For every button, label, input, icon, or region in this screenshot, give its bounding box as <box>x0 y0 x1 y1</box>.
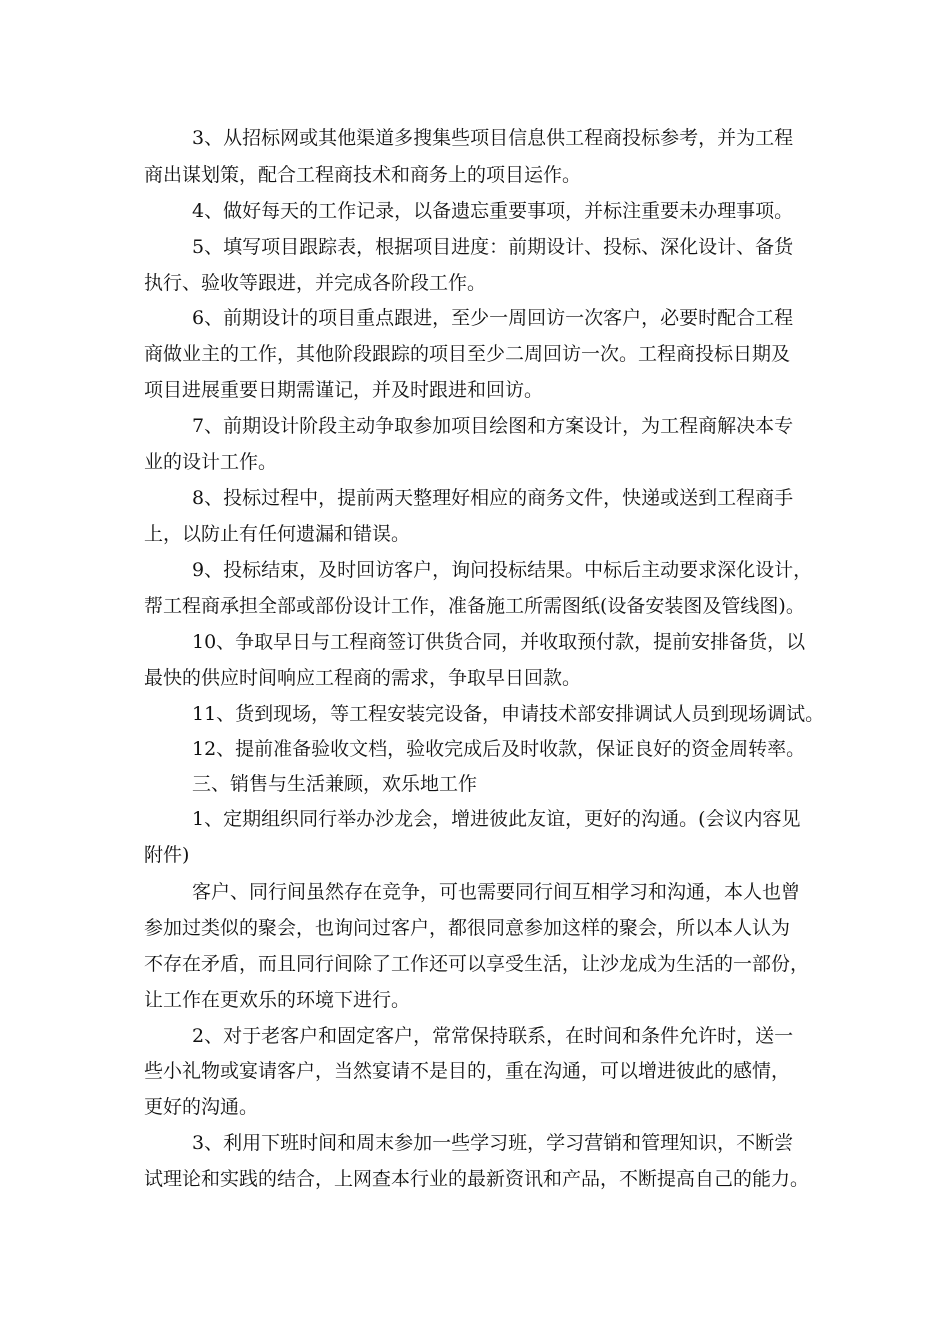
text-line: 10、争取早日与工程商签订供货合同，并收取预付款，提前安排备货，以 <box>192 631 806 653</box>
text-line: 项目进展重要日期需谨记，并及时跟进和回访。 <box>144 379 544 401</box>
text-line: 3、利用下班时间和周末参加一些学习班，学习营销和管理知识，不断尝 <box>192 1132 794 1154</box>
text-line: 2、对于老客户和固定客户，常常保持联系，在时间和条件允许时，送一 <box>192 1025 794 1047</box>
text-line: 商出谋划策，配合工程商技术和商务上的项目运作。 <box>144 164 582 186</box>
text-line: 6、前期设计的项目重点跟进，至少一周回访一次客户，必要时配合工程 <box>192 307 794 329</box>
text-line: 7、前期设计阶段主动争取参加项目绘图和方案设计，为工程商解决本专 <box>192 415 794 437</box>
text-line: 更好的沟通。 <box>144 1096 259 1118</box>
text-line: 不存在矛盾，而且同行间除了工作还可以享受生活，让沙龙成为生活的一部份， <box>144 953 810 975</box>
text-line: 1、定期组织同行举办沙龙会，增进彼此友谊，更好的沟通。(会议内容见 <box>192 808 801 830</box>
text-line: 帮工程商承担全部或部份设计工作，准备施工所需图纸(设备安装图及管线图)。 <box>144 595 805 617</box>
text-line: 11、货到现场，等工程安装完设备，申请技术部安排调试人员到现场调试。 <box>192 703 825 725</box>
text-line: 3、从招标网或其他渠道多搜集些项目信息供工程商投标参考，并为工程 <box>192 127 794 149</box>
text-line: 最快的供应时间响应工程商的需求，争取早日回款。 <box>144 667 582 689</box>
text-line: 试理论和实践的结合，上网查本行业的最新资讯和产品，不断提高自己的能力。 <box>144 1168 810 1190</box>
text-line: 9、投标结束，及时回访客户，询问投标结果。中标后主动要求深化设计， <box>192 559 813 581</box>
text-line: 执行、验收等跟进，并完成各阶段工作。 <box>144 272 487 294</box>
text-line: 4、做好每天的工作记录，以备遗忘重要事项，并标注重要未办理事项。 <box>192 200 794 222</box>
text-line: 附件) <box>144 844 190 866</box>
text-line: 上，以防止有任何遗漏和错误。 <box>144 523 411 545</box>
text-line: 12、提前准备验收文档，验收完成后及时收款，保证良好的资金周转率。 <box>192 738 806 760</box>
text-line: 些小礼物或宴请客户，当然宴请不是目的，重在沟通，可以增进彼此的感情， <box>144 1060 791 1082</box>
section-heading: 三、销售与生活兼顾，欢乐地工作 <box>192 773 478 795</box>
text-line: 让工作在更欢乐的环境下进行。 <box>144 989 411 1011</box>
text-line: 业的设计工作。 <box>144 451 278 473</box>
text-line: 参加过类似的聚会，也询问过客户，都很同意参加这样的聚会，所以本人认为 <box>144 917 791 939</box>
text-line: 商做业主的工作，其他阶段跟踪的项目至少二周回访一次。工程商投标日期及 <box>144 343 791 365</box>
text-line: 5、填写项目跟踪表，根据项目进度：前期设计、投标、深化设计、备货 <box>192 236 794 258</box>
text-line: 8、投标过程中，提前两天整理好相应的商务文件，快递或送到工程商手 <box>192 487 794 509</box>
text-line: 客户、同行间虽然存在竞争，可也需要同行间互相学习和沟通，本人也曾 <box>192 881 801 903</box>
